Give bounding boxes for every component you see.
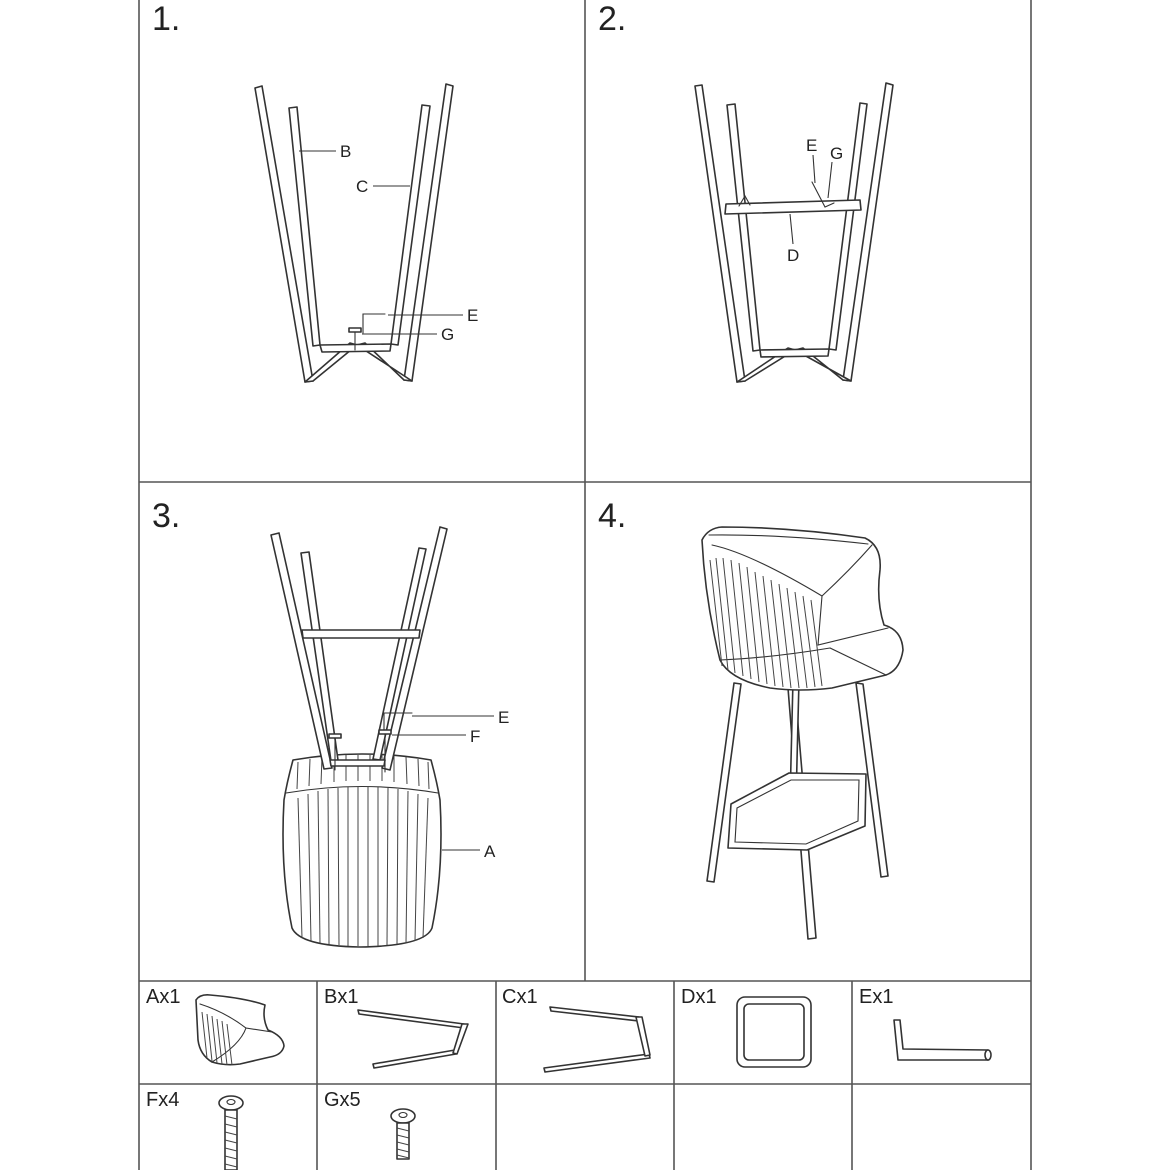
step-2-panel (598, 0, 893, 382)
part-label-e: Ex1 (859, 986, 894, 1008)
leg-frame-b (695, 85, 795, 382)
stool-seat (702, 527, 903, 690)
part-label-f: Fx4 (146, 1089, 180, 1111)
callout-e: E (806, 136, 818, 155)
finished-bar-stool (702, 527, 903, 939)
part-cell-f (146, 1089, 243, 1170)
part-cell-c (502, 986, 650, 1072)
part-cell-b (324, 986, 468, 1068)
step-number: 4. (598, 497, 627, 535)
step-1-panel (152, 0, 478, 382)
part-cell-d (681, 986, 811, 1067)
callout-g: G (441, 325, 455, 344)
leg-frame (271, 527, 447, 770)
seat-shell-icon (196, 995, 284, 1065)
parts-list (146, 986, 991, 1170)
leg-frame-c (760, 83, 893, 381)
part-cell-g (324, 1089, 415, 1159)
footrest-ring-icon (737, 997, 811, 1067)
leg-frame-b (255, 86, 357, 382)
step-number: 3. (152, 497, 181, 535)
step-number: 2. (598, 0, 627, 38)
callout-a: A (484, 842, 496, 861)
long-bolt-icon (219, 1096, 243, 1170)
step-4-panel (598, 497, 903, 939)
callout-c: C (356, 177, 369, 196)
leg-frame-c (320, 84, 453, 381)
callout-e: E (467, 306, 479, 325)
part-label-b: Bx1 (324, 986, 359, 1008)
callout-b: B (340, 142, 352, 161)
allen-key-icon (894, 1020, 991, 1060)
part-cell-e (859, 986, 991, 1060)
callout-d: D (787, 246, 800, 265)
stool-legs (707, 680, 888, 939)
seat-shell-a (283, 754, 441, 947)
leg-frame-c-icon (544, 1007, 650, 1072)
step-3-panel (152, 497, 509, 947)
callout-g: G (830, 144, 844, 163)
part-cell-a (146, 986, 284, 1065)
short-bolt-icon (391, 1109, 415, 1159)
part-label-d: Dx1 (681, 986, 717, 1008)
part-label-a: Ax1 (146, 986, 181, 1008)
part-label-c: Cx1 (502, 986, 538, 1008)
callout-e: E (498, 708, 510, 727)
part-label-g: Gx5 (324, 1089, 361, 1111)
step-number: 1. (152, 0, 181, 38)
allen-key-icon (363, 314, 385, 333)
callout-f: F (470, 727, 481, 746)
leg-frame-b-icon (358, 1010, 468, 1068)
